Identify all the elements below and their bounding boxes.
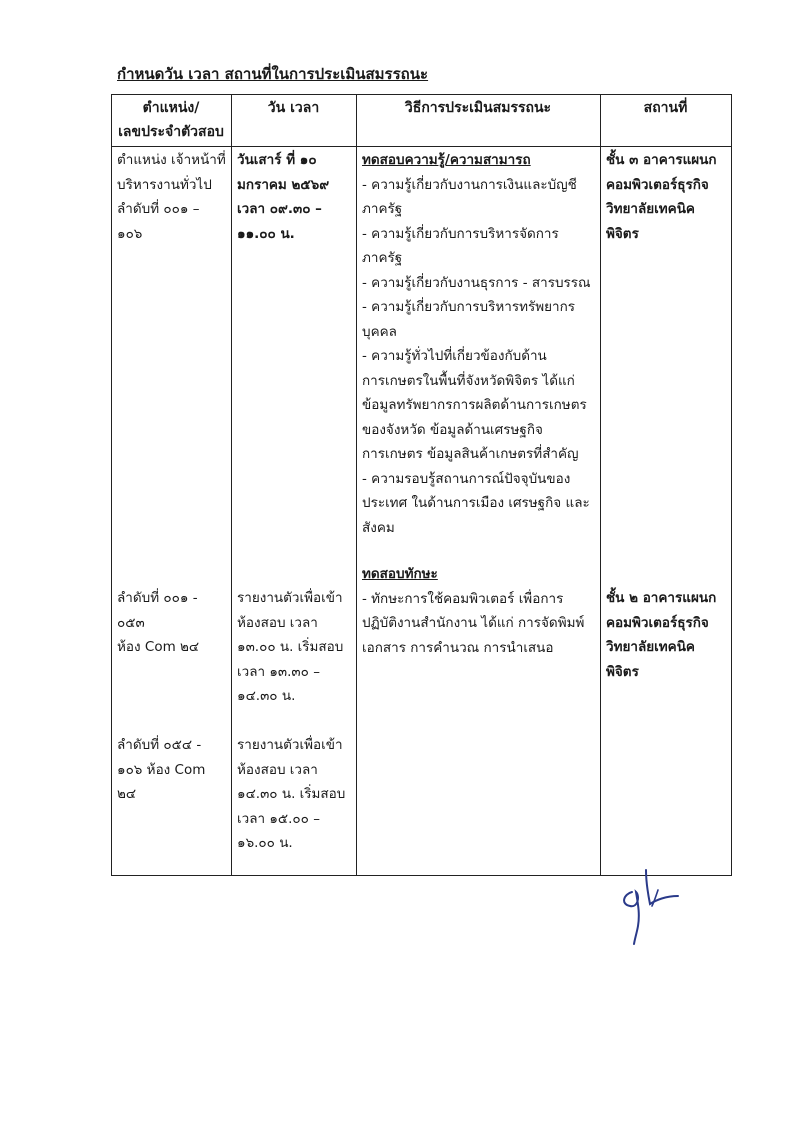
row1-position: ตำแหน่ง เจ้าหน้าที่ บริหารงานทั่วไป ลำดับที่ ๐๐๑ – ๑๐๖ <box>117 152 226 242</box>
row1-place: ชั้น ๓ อาคารแผนก คอมพิวเตอร์ธุรกิจ วิทยาลัยเทคนิค พิจิตร <box>606 152 717 242</box>
signature-icon <box>612 852 692 947</box>
row2-position: ลำดับที่ ๐๐๑ - ๐๕๓ ห้อง Com ๒๔ <box>117 590 200 655</box>
knowledge-test-heading: ทดสอบความรู้/ความสามารถ <box>362 152 531 168</box>
schedule-table <box>111 94 732 876</box>
skill-test-heading: ทดสอบทักษะ <box>362 566 438 582</box>
column-divider <box>600 94 601 876</box>
header-datetime: วัน เวลา <box>267 100 320 116</box>
row2-datetime: รายงานตัวเพื่อเข้า ห้องสอบ เวลา ๑๓.๐๐ น. เริ่มสอบ เวลา ๑๓.๓๐ – ๑๔.๓๐ น. <box>237 590 344 704</box>
header-place: สถานที่ <box>643 100 688 116</box>
header-method: วิธีการประเมินสมรรถนะ <box>404 100 552 116</box>
header-position: ตำแหน่ง/ เลขประจำตัวสอบ <box>118 100 224 140</box>
table-border-right <box>731 94 732 876</box>
row2-method: ทดสอบทักษะ - ทักษะการใช้คอมพิวเตอร์ เพื่อการ ปฏิบัติงานสำนักงาน ได้แก่ การจัดพิมพ์ เอกสาร การคำนวณ การนำเสนอ <box>362 562 584 660</box>
page-title: กำหนดวัน เวลา สถานที่ในการประเมินสมรรถนะ <box>117 65 429 83</box>
table-border-left <box>111 94 112 876</box>
row1-datetime: วันเสาร์ ที่ ๑๐ มกราคม ๒๕๖๙ เวลา ๐๙.๓๐ – ๑๑.๐๐ น. <box>237 152 330 242</box>
column-divider <box>231 94 232 876</box>
row3-datetime: รายงานตัวเพื่อเข้า ห้องสอบ เวลา ๑๔.๓๐ น. เริ่มสอบ เวลา ๑๕.๐๐ – ๑๖.๐๐ น. <box>237 737 346 851</box>
row2-place: ชั้น ๒ อาคารแผนก คอมพิวเตอร์ธุรกิจ วิทยาลัยเทคนิค พิจิตร <box>606 590 717 680</box>
column-divider <box>356 94 357 876</box>
row1-method: ทดสอบความรู้/ความสามารถ - ความรู้เกี่ยวกับงานการเงินและบัญชี ภาครัฐ - ความรู้เกี่ยวกับการบริหารจัดการ ภาครัฐ - ความรู้เกี่ยวกับงานธุรการ - สารบรรณ - ความรู้เกี่ยวกับการบริหารทรัพยากร บุคคล - ความรู้ทั่วไปที่เกี่ยวข้องกับด้าน การเกษตรในพื้นที่จังหวัดพิจิตร ได้แก่ ข้อมูลทรัพยากรการผลิตด้านการเกษตร ของจังหวัด ข้อมูลด้านเศรษฐกิจ การเกษตร ข้อมูลสินค้าเกษตรที่สำคัญ - ความรอบรู้สถานการณ์ปัจจุบันของ ประเทศ ในด้านการเมือง เศรษฐกิจ และ สังคม <box>362 148 591 540</box>
row3-position: ลำดับที่ ๐๕๔ - ๑๐๖ ห้อง Com ๒๔ <box>117 737 206 802</box>
